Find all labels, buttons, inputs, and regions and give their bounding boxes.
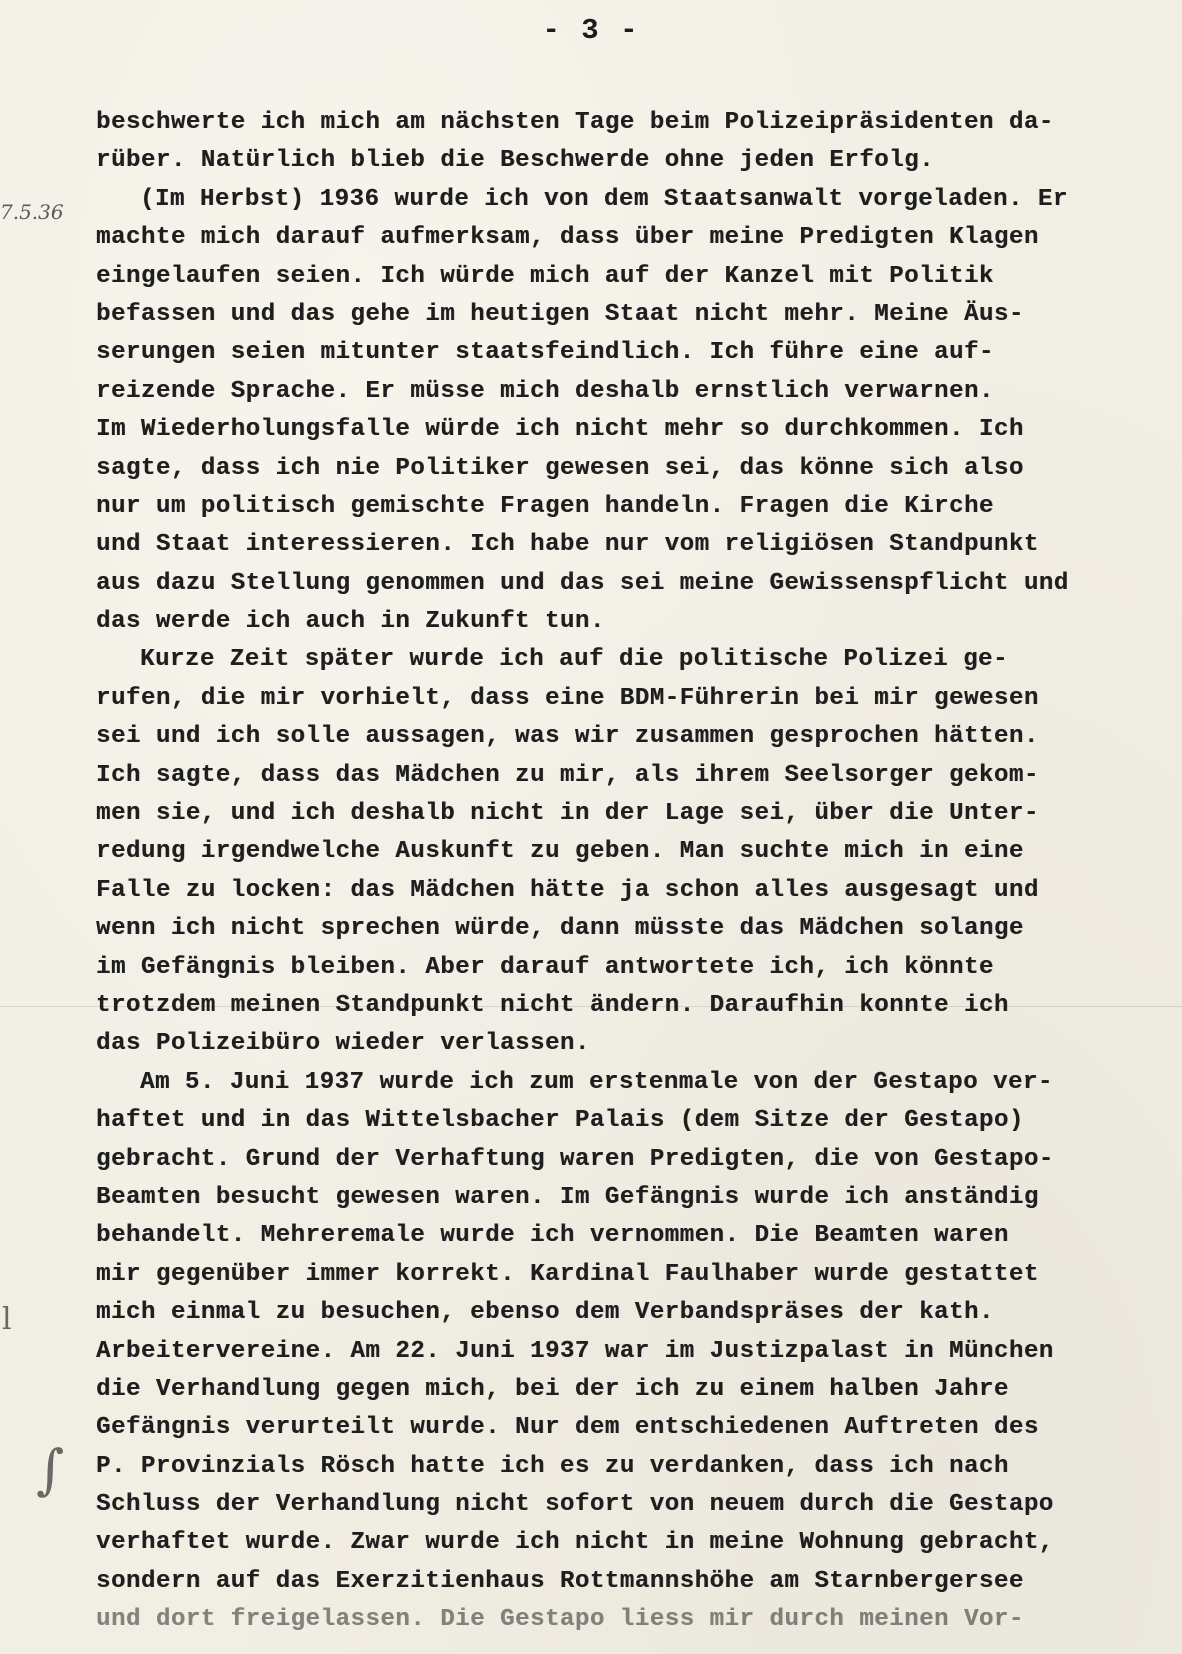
text-line: machte mich darauf aufmerksam, dass über meine Predigten Klagen [96, 224, 1039, 252]
text-line: reizende Sprache. Er müsse mich deshalb ernstlich verwarnen. [96, 377, 994, 405]
text-line: sei und ich solle aussagen, was wir zusammen gesprochen hätten. [96, 723, 1039, 751]
text-line: haftet und in das Wittelsbacher Palais (dem Sitze der Gestapo) [96, 1107, 1024, 1135]
text-line: Kurze Zeit später wurde ich auf die politische Polizei ge- [140, 646, 1008, 674]
text-line: men sie, und ich deshalb nicht in der Lage sei, über die Unter- [96, 800, 1039, 828]
text-line: Falle zu locken: das Mädchen hätte ja schon alles ausgesagt und [96, 876, 1039, 904]
text-line: im Gefängnis bleiben. Aber darauf antwortete ich, ich könnte [96, 953, 994, 981]
text-line: sagte, dass ich nie Politiker gewesen sei, das könne sich also [96, 454, 1024, 482]
text-line: gebracht. Grund der Verhaftung waren Predigten, die von Gestapo- [96, 1145, 1054, 1173]
text-line: das Polizeibüro wieder verlassen. [96, 1030, 590, 1058]
margin-pencil-bracket: ∫ [36, 1438, 65, 1501]
margin-pencil-mark: l [2, 1302, 12, 1337]
text-line: wenn ich nicht sprechen würde, dann müsste das Mädchen solange [96, 915, 1024, 943]
text-line: Gefängnis verurteilt wurde. Nur dem entschiedenen Auftreten des [96, 1414, 1039, 1442]
text-line: eingelaufen seien. Ich würde mich auf der Kanzel mit Politik [96, 262, 994, 290]
text-line: serungen seien mitunter staatsfeindlich. Ich führe eine auf- [96, 339, 994, 367]
text-line: redung irgendwelche Auskunft zu geben. Man suchte mich in eine [96, 838, 1024, 866]
text-line: Im Wiederholungsfalle würde ich nicht mehr so durchkommen. Ich [96, 416, 1024, 444]
text-line: (Im Herbst) 1936 wurde ich von dem Staatsanwalt vorgeladen. Er [140, 185, 1068, 213]
typed-body-text [96, 104, 1156, 1640]
text-line: Arbeitervereine. Am 22. Juni 1937 war im Justizpalast in München [96, 1337, 1054, 1365]
text-line: Am 5. Juni 1937 wurde ich zum erstenmale von der Gestapo ver- [140, 1068, 1053, 1096]
text-line: und dort freigelassen. Die Gestapo liess mir durch meinen Vor- [96, 1606, 1024, 1634]
text-line: verhaftet wurde. Zwar wurde ich nicht in meine Wohnung gebracht, [96, 1529, 1054, 1557]
text-line: mir gegenüber immer korrekt. Kardinal Faulhaber wurde gestattet [96, 1260, 1039, 1288]
text-line: rufen, die mir vorhielt, dass eine BDM-Führerin bei mir gewesen [96, 684, 1039, 712]
page-number: - 3 - [542, 14, 640, 47]
text-line: Ich sagte, dass das Mädchen zu mir, als ihrem Seelsorger gekom- [96, 761, 1039, 789]
text-line: und Staat interessieren. Ich habe nur vom religiösen Standpunkt [96, 531, 1039, 559]
text-line: befassen und das gehe im heutigen Staat nicht mehr. Meine Äus- [96, 300, 1024, 328]
text-line: nur um politisch gemischte Fragen handeln. Fragen die Kirche [96, 492, 994, 520]
text-line: trotzdem meinen Standpunkt nicht ändern. Daraufhin konnte ich [96, 991, 1009, 1019]
text-line: behandelt. Mehreremale wurde ich vernommen. Die Beamten waren [96, 1222, 1009, 1250]
text-line: die Verhandlung gegen mich, bei der ich zu einem halben Jahre [96, 1375, 1009, 1403]
text-line: das werde ich auch in Zukunft tun. [96, 608, 605, 636]
text-line: P. Provinzials Rösch hatte ich es zu verdanken, dass ich nach [96, 1452, 1009, 1480]
margin-date-note: 7.5.36 [0, 200, 64, 224]
text-line: aus dazu Stellung genommen und das sei meine Gewissenspflicht und [96, 569, 1069, 597]
text-line: beschwerte ich mich am nächsten Tage beim Polizeipräsidenten da- [96, 109, 1054, 136]
text-line: Beamten besucht gewesen waren. Im Gefängnis wurde ich anständig [96, 1183, 1039, 1211]
text-line: mich einmal zu besuchen, ebenso dem Verbandspräses der kath. [96, 1299, 994, 1327]
text-line: Schluss der Verhandlung nicht sofort von neuem durch die Gestapo [96, 1491, 1054, 1519]
text-line: sondern auf das Exerzitienhaus Rottmannshöhe am Starnbergersee [96, 1567, 1024, 1595]
text-line: rüber. Natürlich blieb die Beschwerde ohne jeden Erfolg. [96, 147, 935, 175]
